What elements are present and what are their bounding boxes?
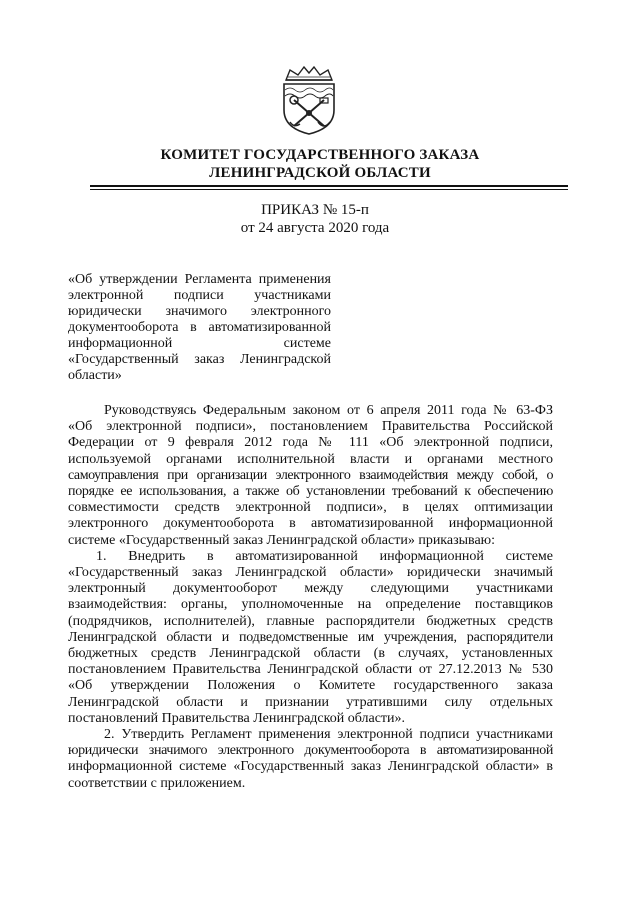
body-line: используемой органами исполнительной власти и органами местного — [68, 451, 553, 467]
subject-line: информационной системе — [68, 336, 331, 351]
organization-name-line2: ЛЕНИНГРАДСКОЙ ОБЛАСТИ — [209, 165, 431, 181]
header-rule-thick — [90, 185, 568, 187]
organization-name-line1: КОМИТЕТ ГОСУДАРСТВЕННОГО ЗАКАЗА — [160, 147, 480, 163]
body-line: совместимости средств электронной подписи», в целях оптимизации — [68, 500, 553, 516]
body-line: Ленинградской области и признании утратившими силу отдельных — [68, 694, 553, 710]
subject-line: электронной подписи участниками — [68, 288, 331, 303]
body-line: 1. Внедрить в автоматизированной информационной системе — [96, 548, 553, 564]
body-line: взаимодействия: органы, уполномоченные на определение поставщиков — [68, 597, 553, 613]
body-line: «Об утверждении Положения о Комитете государственного заказа — [68, 678, 553, 694]
body-line: постановлением Правительства Ленинградской области от 27.12.2013 № 530 — [68, 662, 553, 678]
order-title: ПРИКАЗ № 15-п — [261, 202, 369, 218]
body-line: системе «Государственный заказ Ленинградской области» приказываю: — [68, 532, 496, 548]
subject-line: области» — [68, 368, 122, 383]
body-line: порядке ее использования, а также об установлении требований к обеспечению — [68, 484, 553, 500]
body-line: 2. Утвердить Регламент применения электронной подписи участниками — [104, 727, 553, 743]
coat-of-arms-emblem — [278, 64, 340, 136]
body-line: «Государственный заказ Ленинградской области» юридически значимый — [68, 565, 553, 581]
body-line: Ленинградской области и подведомственные им учреждения, распорядители — [68, 629, 553, 645]
subject-line: «Об утверждении Регламента применения — [68, 272, 331, 287]
body-line: соответствии с приложением. — [68, 775, 246, 791]
body-line: «Об электронной подписи», постановлением Правительства Российской — [68, 419, 553, 435]
body-line: информационной системе «Государственный заказ Ленинградской области» в — [68, 759, 553, 775]
order-body — [68, 403, 553, 792]
body-line: Руководствуясь Федеральным законом от 6 апреля 2011 года № 63-ФЗ — [104, 403, 553, 418]
header-rule-thin — [90, 189, 568, 190]
body-line: бюджетных средств Ленинградской области (в случаях, установленных — [68, 646, 553, 662]
body-line: юридически значимого электронного документооборота в автоматизированной — [68, 743, 553, 759]
body-line: самоуправления при организации электронного взаимодействия между собой, о — [68, 467, 553, 483]
body-line: постановлений Правительства Ленинградской области». — [68, 710, 406, 726]
order-date: от 24 августа 2020 года — [240, 220, 390, 236]
body-line: (подрядчиков, исполнителей), главные распорядители бюджетных средств — [68, 613, 553, 629]
subject-line: документооборота в автоматизированной — [68, 320, 331, 335]
subject-line: «Государственный заказ Ленинградской — [68, 352, 331, 367]
subject-line: юридически значимого электронного — [68, 304, 331, 319]
body-line: электронного документооборота в автоматизированной информационной — [68, 516, 553, 532]
body-line: Федерации от 9 февраля 2012 года № 111 «Об электронной подписи, — [68, 435, 553, 451]
body-line: электронный документооборот между следующими участниками — [68, 581, 553, 597]
order-subject — [68, 272, 331, 384]
